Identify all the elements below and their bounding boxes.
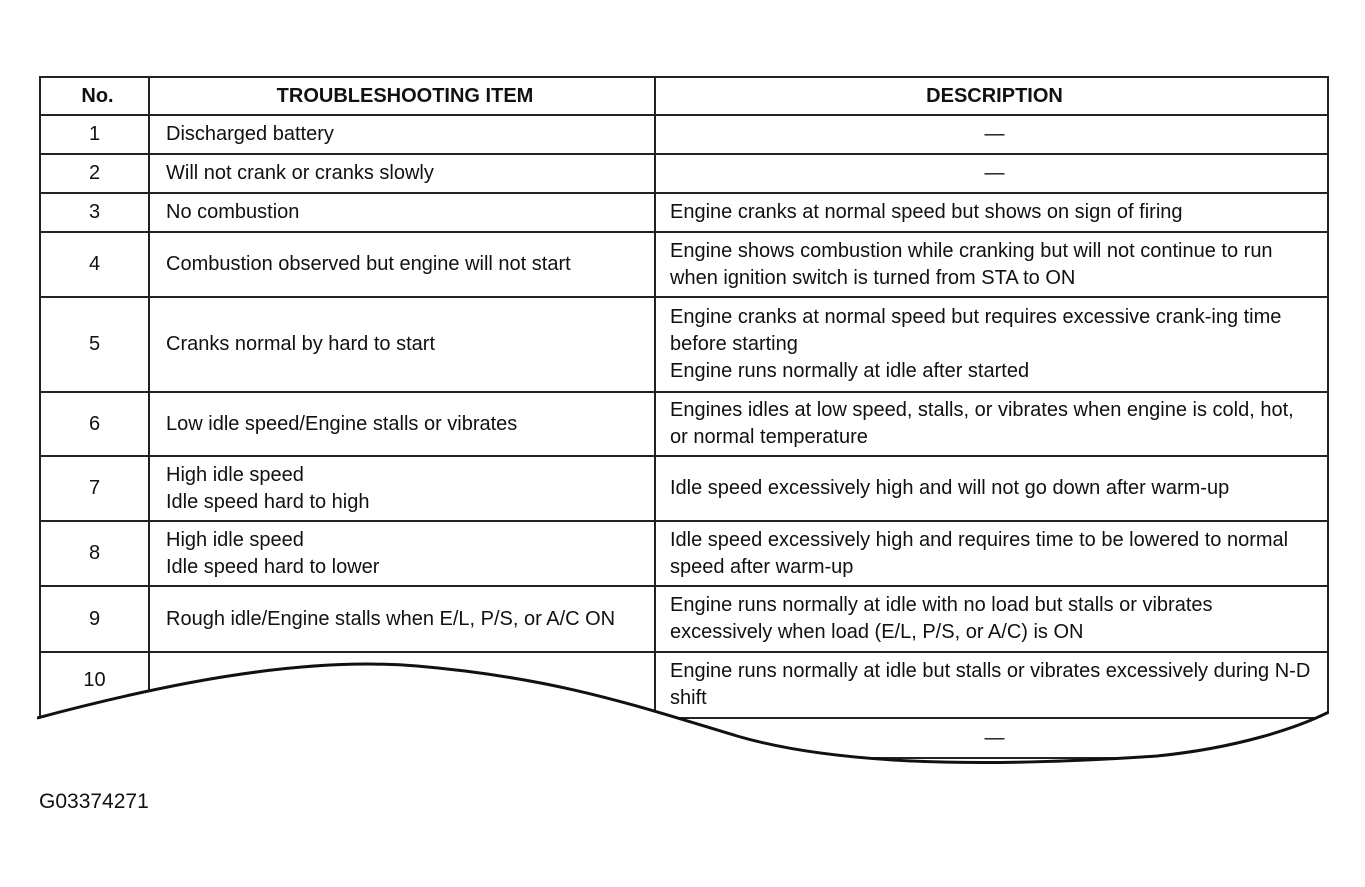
table-header-row: [40, 77, 1328, 115]
row-item: Low idle speed/Engine stalls or vibrates: [149, 392, 655, 456]
row-description: Engines idles at low speed, stalls, or vibrates when engine is cold, hot, or normal temperature: [655, 392, 1328, 456]
row-description: Engine runs normally at idle but stalls or vibrates excessively during N-D shift: [655, 652, 1328, 718]
row-description: Engine runs normally at idle with no load but stalls or vibrates excessively when load (E/L, P/S, or A/C) is ON: [655, 586, 1328, 652]
row-description: Engine cranks at normal speed but requires excessive crank-ing time before starting Engine runs normally at idle after started: [655, 297, 1328, 392]
row-description: Engine cranks at normal speed but shows on sign of firing: [655, 193, 1328, 232]
row-number: 10: [40, 652, 149, 718]
row-item: Discharged battery: [149, 115, 655, 154]
header-troubleshooting-item: TROUBLESHOOTING ITEM: [149, 77, 655, 115]
table-row: [40, 392, 1328, 456]
table-row: [40, 232, 1328, 297]
row-item: Combustion observed but engine will not start: [149, 232, 655, 297]
row-description: Engine shows combustion while cranking but will not continue to run when ignition switch is turned from STA to ON: [655, 232, 1328, 297]
table-row: [40, 521, 1328, 586]
row-number: 3: [40, 193, 149, 232]
table-row: [40, 193, 1328, 232]
row-number: 9: [40, 586, 149, 652]
row-description: Idle speed excessively high and requires time to be lowered to normal speed after warm-up: [655, 521, 1328, 586]
troubleshooting-table-wrapper: [39, 76, 1327, 776]
row-description: —: [655, 718, 1328, 758]
row-description: —: [655, 115, 1328, 154]
row-description: Idle speed excessively high and will not go down after warm-up: [655, 456, 1328, 521]
row-number: 4: [40, 232, 149, 297]
table-row: [40, 115, 1328, 154]
row-item: High idle speed Idle speed hard to high: [149, 456, 655, 521]
torn-page-edge: [37, 656, 1329, 776]
header-description: DESCRIPTION: [655, 77, 1328, 115]
row-number: 8: [40, 521, 149, 586]
row-item: Rough idle/Engine stalls when E/L, P/S, or A/C ON: [149, 586, 655, 652]
table-row: [40, 297, 1328, 392]
row-description: —: [655, 154, 1328, 193]
header-no: No.: [40, 77, 149, 115]
row-item: No combustion: [149, 193, 655, 232]
row-number: 2: [40, 154, 149, 193]
row-number: 5: [40, 297, 149, 392]
row-item: Cranks normal by hard to start: [149, 297, 655, 392]
row-item: Will not crank or cranks slowly: [149, 154, 655, 193]
table-row: [40, 154, 1328, 193]
table-row: [40, 586, 1328, 652]
row-item: High idle speed Idle speed hard to lower: [149, 521, 655, 586]
row-number: 7: [40, 456, 149, 521]
row-number: 1: [40, 115, 149, 154]
row-number: 6: [40, 392, 149, 456]
table-row: [40, 456, 1328, 521]
figure-code: G03374271: [39, 790, 149, 813]
